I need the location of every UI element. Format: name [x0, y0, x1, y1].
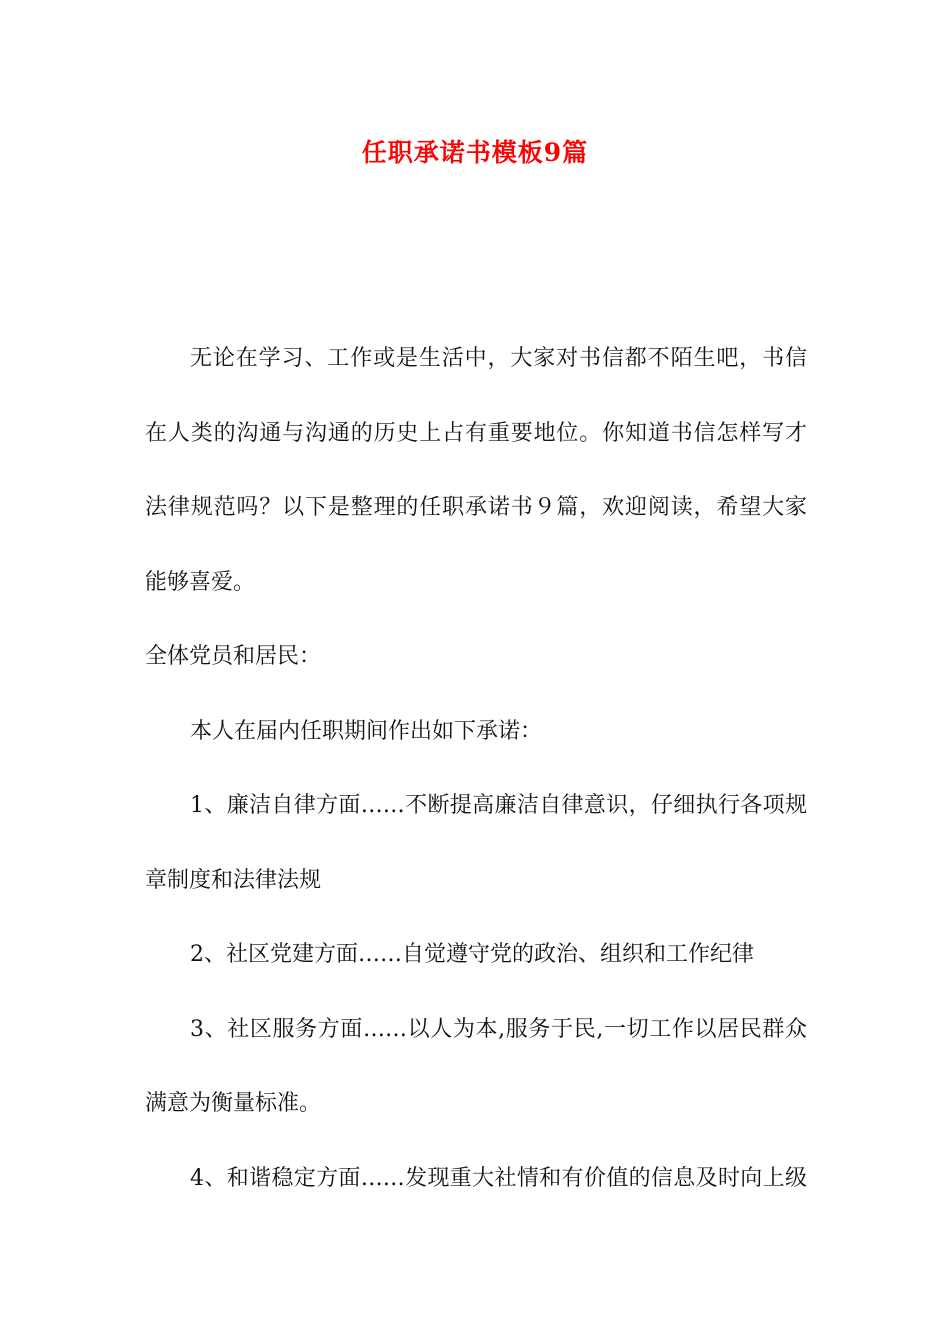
- item-3-paragraph: [145, 993, 807, 1142]
- document-body: [145, 322, 807, 1216]
- intro-line-1: 无论在学习、工作或是生活中，大家对书信都不陌生吧，书信: [190, 346, 807, 371]
- item-3-line-2: 满意为衡量标准。: [145, 1091, 322, 1116]
- item-1-line-2: 章制度和法律法规: [145, 867, 322, 893]
- item-4-paragraph: [145, 1142, 807, 1217]
- intro-line-3: 法律规范吗？以下是整理的任职承诺书９篇，欢迎阅读，希望大家: [145, 495, 807, 520]
- item-1-paragraph: [145, 769, 807, 918]
- statement-text: 本人在届内任职期间作出如下承诺：: [190, 718, 543, 744]
- item-1-line-1: 1、廉洁自律方面……不断提高廉洁自律意识，仔细执行各项规: [190, 793, 807, 818]
- document-title: 任职承诺书模板9篇: [361, 138, 589, 167]
- item-2-text: 2、社区党建方面……自觉遵守党的政治、组织和工作纪律: [190, 942, 754, 967]
- item-2-paragraph: [145, 918, 807, 993]
- salutation: [145, 620, 807, 695]
- intro-line-2: 在人类的沟通与沟通的历史上占有重要地位。你知道书信怎样写才: [145, 420, 807, 446]
- item-3-line-1: 3、社区服务方面……以人为本,服务于民,一切工作以居民群众: [190, 1016, 807, 1042]
- statement-paragraph: [145, 695, 807, 770]
- salutation-text: 全体党员和居民：: [145, 644, 322, 669]
- intro-paragraph: [145, 322, 807, 620]
- intro-line-4: 能够喜爱。: [145, 569, 256, 595]
- item-4-text: 4、和谐稳定方面……发现重大社情和有价值的信息及时向上级: [190, 1165, 807, 1191]
